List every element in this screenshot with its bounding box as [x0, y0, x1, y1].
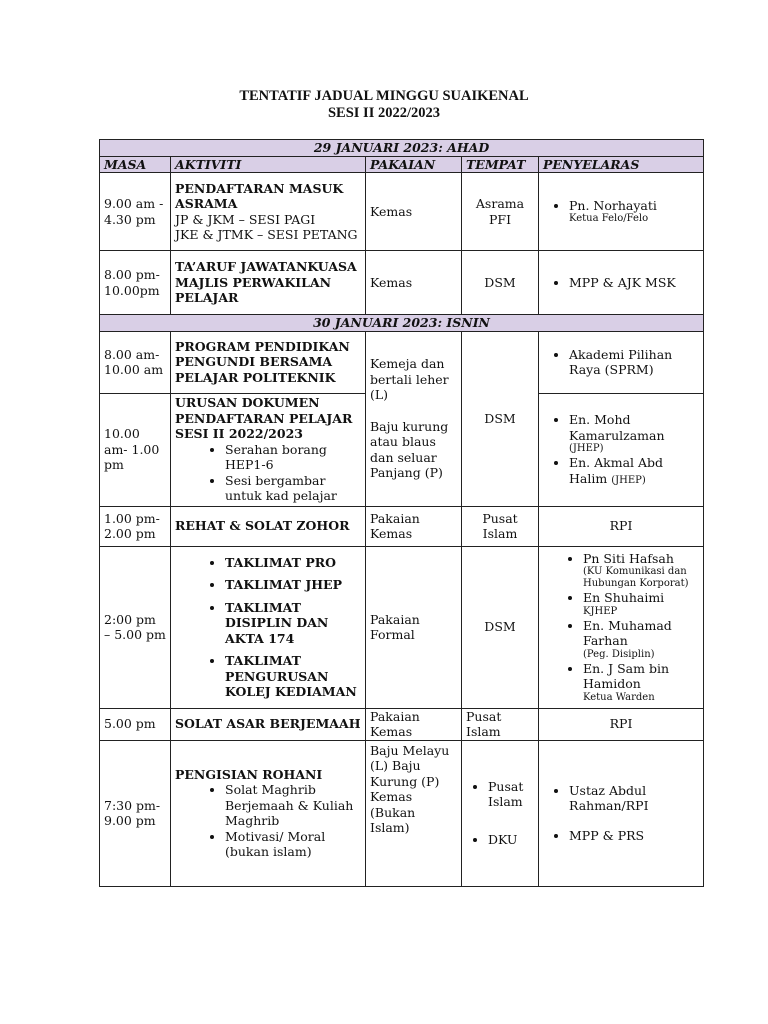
- pakaian-line: Baju kurung atau blaus dan seluar Panjang (P): [370, 418, 449, 481]
- list-item: • DKU: [488, 832, 534, 848]
- aktiviti-cell: TA’ARUF JAWATANKUASA MAJLIS PERWAKILAN PELAJAR: [171, 251, 366, 315]
- penyelaras-role: (KU Komunikasi dan Hubungan Korporat): [583, 566, 689, 589]
- day-label: 30 JANUARI 2023: ISNIN: [100, 315, 704, 332]
- aktiviti-cell: [171, 740, 366, 886]
- penyelaras-name: • En Shuhaimi: [583, 590, 665, 605]
- penyelaras-name: En. Akmal Abd Halim: [569, 455, 664, 486]
- table-row: [100, 506, 704, 546]
- penyelaras-cell: RPI: [539, 708, 704, 740]
- tempat-cell: Asrama PFI: [462, 173, 539, 251]
- list-item: • Sesi bergambar untuk kad pelajar: [225, 473, 361, 504]
- aktiviti-line: JKE & JTMK – SESI PETANG: [175, 227, 358, 242]
- pakaian-cell: [366, 331, 462, 506]
- list-item: [569, 198, 699, 226]
- header-aktiviti: AKTIVITI: [171, 156, 366, 173]
- pakaian-cell: Pakaian Kemas: [366, 708, 462, 740]
- pakaian-cell: Kemas: [366, 251, 462, 315]
- day-label: 29 JANUARI 2023: AHAD: [100, 140, 704, 157]
- masa-cell: 8.00 am- 10.00 am: [100, 331, 171, 393]
- penyelaras-name: • En. Muhamad Farhan: [583, 617, 672, 648]
- day-header-ahad: [100, 140, 704, 157]
- aktiviti-cell: [171, 393, 366, 506]
- list-item: • TAKLIMAT DISIPLIN DAN AKTA 174: [225, 600, 361, 647]
- penyelaras-name: • En. Mohd Kamarulzaman: [569, 412, 665, 443]
- masa-cell: 2:00 pm – 5.00 pm: [100, 546, 171, 708]
- list-item: [569, 455, 699, 487]
- list-item: • TAKLIMAT PRO: [225, 555, 361, 571]
- list-item: [583, 661, 699, 704]
- document-subtitle: SESI II 2022/2023: [327, 105, 440, 121]
- penyelaras-name: • Pn Siti Hafsah: [583, 550, 674, 566]
- tempat-cell: DSM: [462, 331, 539, 506]
- masa-cell: 9.00 am - 4.30 pm: [100, 173, 171, 251]
- table-row: [100, 740, 704, 886]
- masa-cell: 10.00 am- 1.00 pm: [100, 393, 171, 506]
- masa-cell: 7:30 pm- 9.00 pm: [100, 740, 171, 886]
- aktiviti-line: JP & JKM – SESI PAGI: [175, 211, 316, 227]
- penyelaras-role: Ketua Felo/Felo: [569, 213, 649, 225]
- aktiviti-cell: [171, 173, 366, 251]
- penyelaras-cell: [539, 546, 704, 708]
- table-row: [100, 173, 704, 251]
- column-headers: [100, 156, 704, 173]
- table-row: [100, 708, 704, 740]
- day-header-isnin: [100, 315, 704, 332]
- list-item: [583, 551, 699, 591]
- penyelaras-role: (JHEP): [611, 474, 646, 486]
- list-item: • MPP & PRS: [569, 828, 699, 844]
- aktiviti-title: PENGISIAN ROHANI: [175, 766, 323, 782]
- penyelaras-cell: [539, 740, 704, 886]
- header-pakaian: PAKAIAN: [366, 156, 462, 173]
- list-item: • Ustaz Abdul Rahman/RPI: [569, 783, 699, 814]
- aktiviti-title: URUSAN DOKUMEN PENDAFTARAN PELAJAR SESI II 2022/2023: [175, 395, 353, 442]
- aktiviti-cell: [171, 546, 366, 708]
- penyelaras-cell: [539, 173, 704, 251]
- tempat-cell: DSM: [462, 546, 539, 708]
- masa-cell: 8.00 pm- 10.00pm: [100, 251, 171, 315]
- penyelaras-role: (Peg. Disiplin): [583, 648, 655, 660]
- header-penyelaras: PENYELARAS: [539, 156, 704, 173]
- list-item: [569, 412, 699, 455]
- list-item: • Motivasi/ Moral (bukan islam): [225, 829, 361, 860]
- list-item: • TAKLIMAT PENGURUSAN KOLEJ KEDIAMAN: [225, 653, 361, 700]
- pakaian-cell: Pakaian Kemas: [366, 506, 462, 546]
- penyelaras-role: KJHEP: [583, 605, 618, 617]
- penyelaras-role: (JHEP): [569, 443, 604, 455]
- pakaian-line: Kemeja dan bertali leher (L): [370, 356, 449, 403]
- schedule-table: [99, 139, 704, 887]
- aktiviti-cell: REHAT & SOLAT ZOHOR: [171, 506, 366, 546]
- pakaian-cell: Kemas: [366, 173, 462, 251]
- list-item: • Solat Maghrib Berjemaah & Kuliah Maghrib: [225, 782, 361, 829]
- list-item: • MPP & AJK MSK: [569, 275, 699, 291]
- pakaian-cell: Pakaian Formal: [366, 546, 462, 708]
- header-tempat: TEMPAT: [462, 156, 539, 173]
- penyelaras-cell: RPI: [539, 506, 704, 546]
- penyelaras-name: • Pn. Norhayati: [569, 197, 657, 213]
- tempat-cell: Pusat Islam: [462, 506, 539, 546]
- header-masa: MASA: [100, 156, 171, 173]
- tempat-cell: Pusat Islam: [462, 708, 539, 740]
- tempat-cell: [462, 740, 539, 886]
- penyelaras-name: • En. J Sam bin Hamidon: [583, 660, 669, 691]
- penyelaras-cell: [539, 393, 704, 506]
- list-item: [583, 590, 699, 618]
- list-item: • Serahan borang HEP1-6: [225, 442, 361, 473]
- table-row: [100, 251, 704, 315]
- penyelaras-cell: [539, 251, 704, 315]
- aktiviti-cell: PROGRAM PENDIDIKAN PENGUNDI BERSAMA PELAJAR POLITEKNIK: [171, 331, 366, 393]
- table-row: [100, 331, 704, 393]
- penyelaras-cell: [539, 331, 704, 393]
- list-item: [583, 618, 699, 661]
- tempat-cell: DSM: [462, 251, 539, 315]
- list-item: • Akademi Pilihan Raya (SPRM): [569, 347, 699, 378]
- masa-cell: 5.00 pm: [100, 708, 171, 740]
- list-item: • TAKLIMAT JHEP: [225, 577, 361, 593]
- document-title: TENTATIF JADUAL MINGGU SUAIKENAL: [239, 88, 529, 104]
- masa-cell: 1.00 pm- 2.00 pm: [100, 506, 171, 546]
- pakaian-cell: Baju Melayu (L) Baju Kurung (P) Kemas (Bukan Islam): [366, 740, 462, 886]
- penyelaras-role: Ketua Warden: [583, 691, 655, 703]
- aktiviti-cell: SOLAT ASAR BERJEMAAH: [171, 708, 366, 740]
- list-item: • Pusat Islam: [488, 779, 534, 810]
- aktiviti-title: PENDAFTARAN MASUK ASRAMA: [175, 180, 344, 211]
- table-row: [100, 546, 704, 708]
